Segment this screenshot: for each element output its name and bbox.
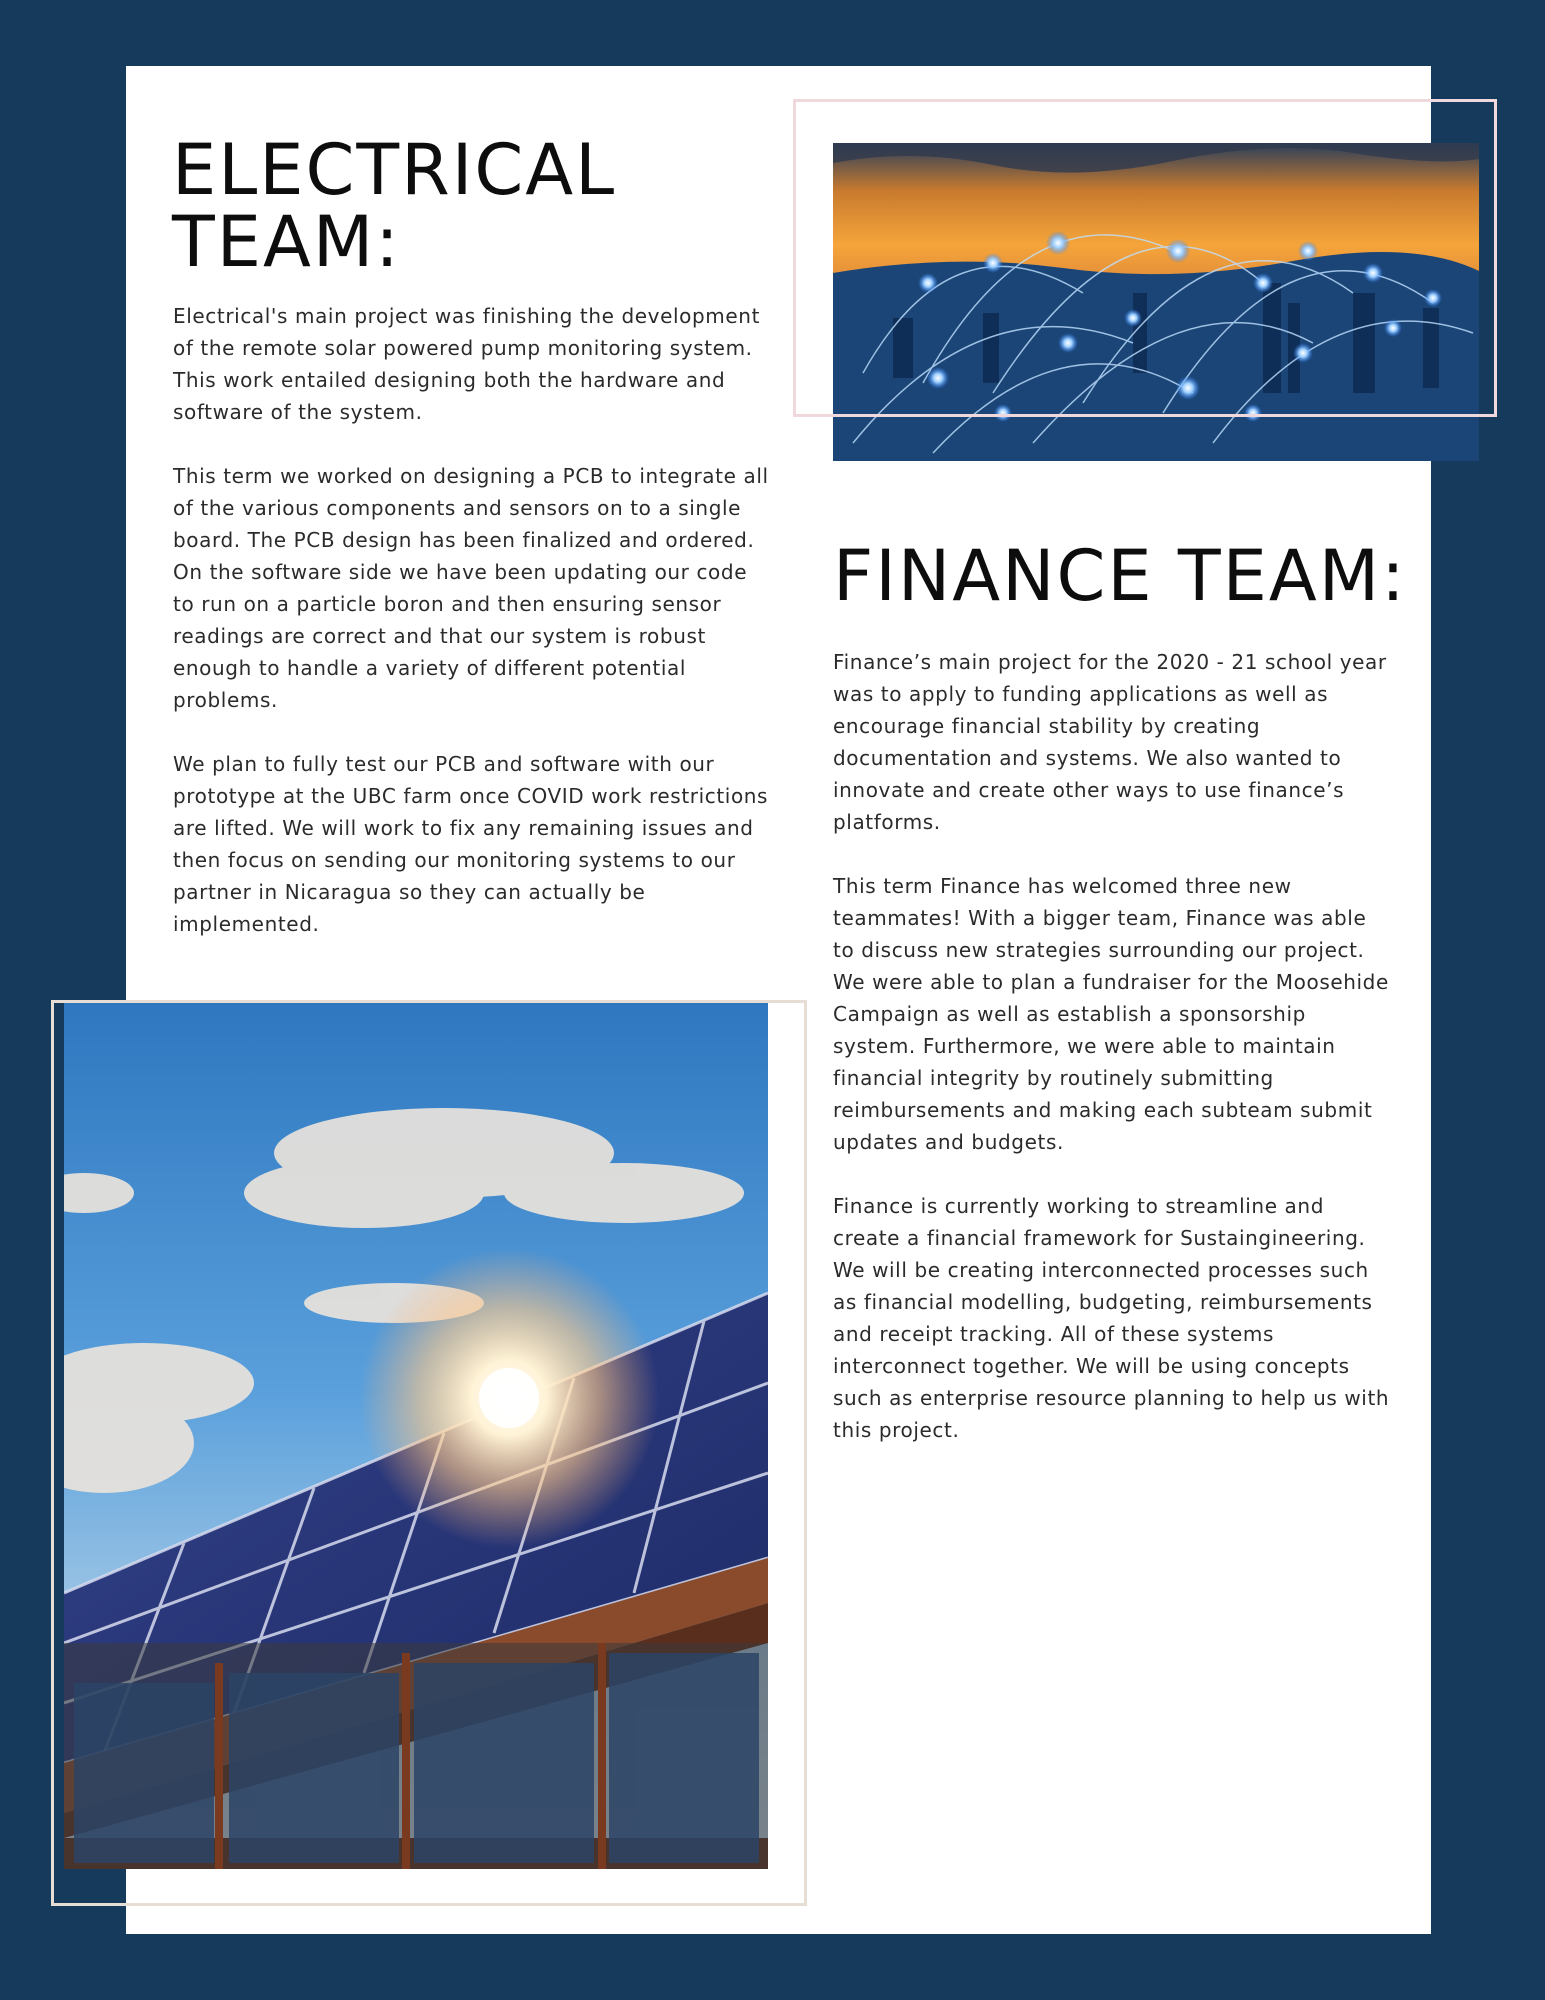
electrical-body xyxy=(173,300,773,972)
finance-paragraph: This term Finance has welcomed three new teammates! With a bigger team, Finance was able to discuss new strategies surrounding our project. We were able to plan a fundraiser for the Moosehide Campaign as well as establish a sponsorship system. Furthermore, we were able to maintain financial integrity by routinely submitting reimbursements and making each subteam submit updates and budgets. xyxy=(833,874,1389,1154)
finance-team-heading: FINANCE TEAM: xyxy=(833,535,1407,617)
electrical-team-heading xyxy=(172,129,772,283)
electrical-heading-line1: ELECTRICAL xyxy=(172,129,617,211)
electrical-heading-line2: TEAM: xyxy=(172,201,401,283)
electrical-paragraph: Electrical's main project was finishing the development of the remote solar powered pump monitoring system. This work entailed designing both the hardware and software of the system. xyxy=(173,304,761,424)
decorative-frame-bottom xyxy=(51,1000,807,1906)
finance-body xyxy=(833,646,1393,1478)
electrical-paragraph: We plan to fully test our PCB and software with our prototype at the UBC farm once COVID work restrictions are lifted. We will work to fix any remaining issues and then focus on sending our monitoring systems to our partner in Nicaragua so they can actually be implemented. xyxy=(173,752,769,936)
finance-paragraph: Finance is currently working to streamline and create a financial framework for Sustaingineering. We will be creating interconnected processes such as financial modelling, budgeting, reimbursements and receipt tracking. All of these systems interconnect together. We will be using concepts such as enterprise resource planning to help us with this project. xyxy=(833,1194,1390,1442)
electrical-paragraph: This term we worked on designing a PCB to integrate all of the various components and sensors on to a single board. The PCB design has been finalized and ordered. On the software side we have been updating our code to run on a particle boron and then ensuring sensor readings are correct and that our system is robust enough to handle a variety of different potential problems. xyxy=(173,464,769,712)
decorative-frame-top xyxy=(793,99,1497,417)
finance-paragraph: Finance’s main project for the 2020 - 21 school year was to apply to funding applications as well as encourage financial stability by creating documentation and systems. We also wanted to innovate and create other ways to use finance’s platforms. xyxy=(833,650,1387,834)
